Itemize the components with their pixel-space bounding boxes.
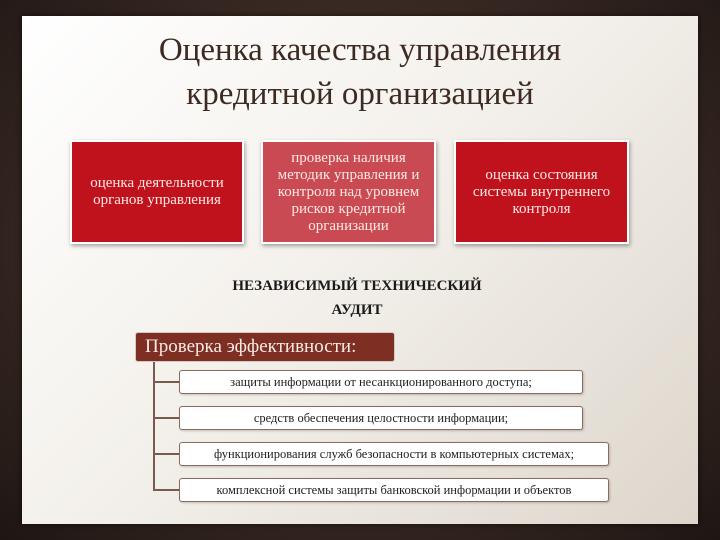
subtitle-line-1: НЕЗАВИСИМЫЙ ТЕХНИЧЕСКИЙ: [232, 278, 482, 294]
tree-branch-line: [153, 381, 179, 383]
title-line-2: кредитной организацией: [186, 76, 534, 112]
tree-branch-line: [153, 453, 179, 455]
slide: [22, 16, 698, 524]
slide-title: [22, 28, 698, 116]
tree-branch-line: [153, 417, 179, 419]
check-item-security-services: функционирования служб безопасности в компьютерных системах;: [179, 442, 609, 466]
box-governance-assessment: оценка деятельности органов управления: [70, 140, 244, 244]
tree-branch-line: [153, 489, 179, 491]
box-risk-methods-check: проверка наличия методик управления и контроля над уровнем рисков кредитной организации: [261, 140, 436, 244]
check-header: Проверка эффективности:: [135, 332, 395, 362]
subtitle-line-2: АУДИТ: [331, 302, 383, 318]
check-item-integrity: средств обеспечения целостности информации;: [179, 406, 583, 430]
title-line-1: Оценка качества управления: [158, 32, 562, 68]
section-subtitle: [172, 274, 542, 322]
check-item-access-protection: защиты информации от несанкционированного доступа;: [179, 370, 583, 394]
box-internal-control-assessment: оценка состояния системы внутреннего контроля: [454, 140, 629, 244]
check-item-bank-protection: комплексной системы защиты банковской информации и объектов: [179, 478, 609, 502]
